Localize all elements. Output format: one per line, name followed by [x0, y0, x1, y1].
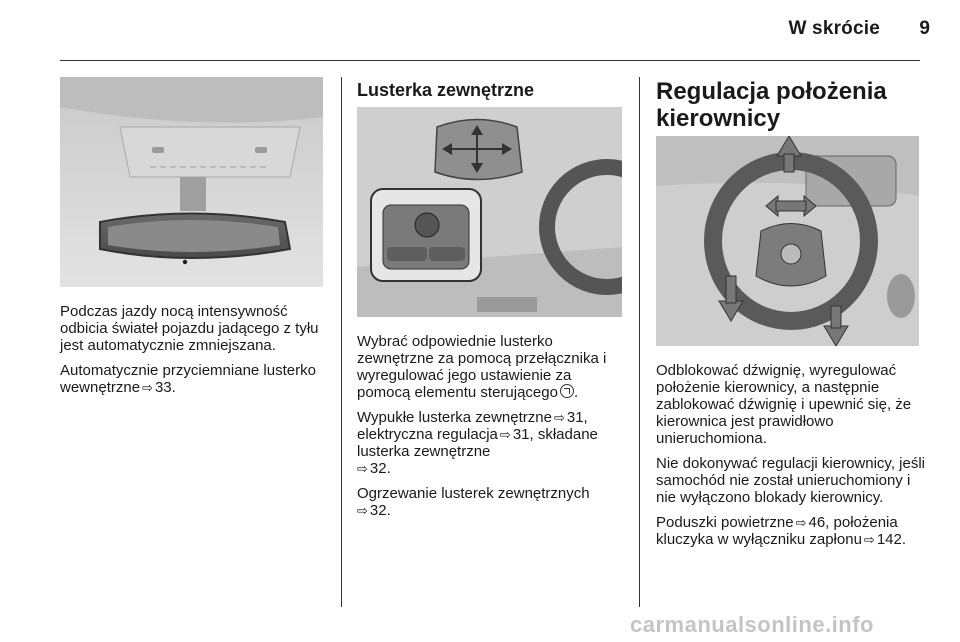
select-mirror-paragraph: Wybrać odpowiednie lusterko zewnętrzne za pomocą przełącznika i wyregulować jego ustawienie za pomocą elementu sterującego .: [357, 333, 607, 401]
watermark: carmanualsonline.info: [630, 612, 874, 637]
mirror-references-paragraph: [357, 409, 627, 477]
ignition-positions-ref: 142.: [876, 531, 907, 548]
auto-dimming-ref: 33.: [154, 379, 176, 396]
ignition-positions-text: położenia kluczyka w wyłączniku zapłonu: [656, 514, 898, 548]
folding-mirrors-text: składane lusterka zewnętrzne: [357, 426, 598, 460]
column-divider-right: [639, 77, 640, 607]
section-heading-steering-wheel: Regulacja położenia kierownicy: [656, 78, 887, 132]
page-number: 9: [919, 18, 930, 39]
auto-dimming-paragraph: [60, 362, 330, 396]
header-rule: [60, 60, 920, 61]
page-reference-icon: ⇨: [863, 532, 875, 547]
select-mirror-text: Wybrać odpowiednie lusterko zewnętrzne za pomocą przełącznika i wyregulować jego ustawienie za pomocą elementu sterującego: [357, 333, 607, 401]
figure-rearview-mirror: [60, 77, 323, 287]
airbags-ref: 46,: [808, 514, 830, 531]
airbags-text: Poduszki powietrzne: [656, 514, 794, 531]
column-divider-left: [341, 77, 342, 607]
section-heading-exterior-mirrors: Lusterka zewnętrzne: [357, 80, 535, 100]
warning-paragraph: Nie dokonywać regulacji kierownicy, jeśli samochód nie został unieruchomiony i nie wyłączono blokady kierownicy.: [656, 455, 925, 506]
page-reference-icon: ⇨: [499, 427, 511, 442]
page-reference-icon: ⇨: [357, 461, 368, 476]
electric-adjust-text: elektryczna regulacja: [357, 426, 498, 443]
mirror-control-icon: [560, 384, 574, 398]
auto-dimming-text: Automatycznie przyciemniane lusterko wewnętrzne: [60, 362, 316, 396]
adjust-lever-paragraph: Odblokować dźwignię, wyregulować położenie kierownicy, a następnie zablokować dźwignię i upewnić się, że kierownica jest prawidłowo unieruchomiona.: [656, 362, 912, 447]
page-header-title: W skrócie: [788, 18, 880, 39]
heated-mirrors-paragraph: [357, 485, 627, 519]
convex-mirrors-text: Wypukłe lusterka zewnętrzne: [357, 409, 552, 426]
heated-mirrors-text: Ogrzewanie lusterek zewnętrznych: [357, 485, 590, 502]
steering-references-paragraph: [656, 514, 926, 548]
page-reference-icon: ⇨: [553, 410, 565, 425]
heated-mirrors-ref: 32.: [369, 502, 391, 519]
convex-mirrors-ref: 31,: [566, 409, 588, 426]
figure-exterior-mirror-switch: [357, 107, 622, 317]
figure-steering-wheel-adjustment: [656, 136, 919, 346]
page-reference-icon: ⇨: [795, 515, 807, 530]
folding-mirrors-ref: 32.: [369, 460, 391, 477]
electric-adjust-ref: 31,: [512, 426, 534, 443]
page-reference-icon: ⇨: [142, 380, 153, 395]
page-reference-icon: ⇨: [357, 503, 368, 518]
night-dimming-paragraph: Podczas jazdy nocą intensywność odbicia świateł pojazdu jadącego z tyłu jest automatycznie zmniejszana.: [60, 303, 319, 354]
